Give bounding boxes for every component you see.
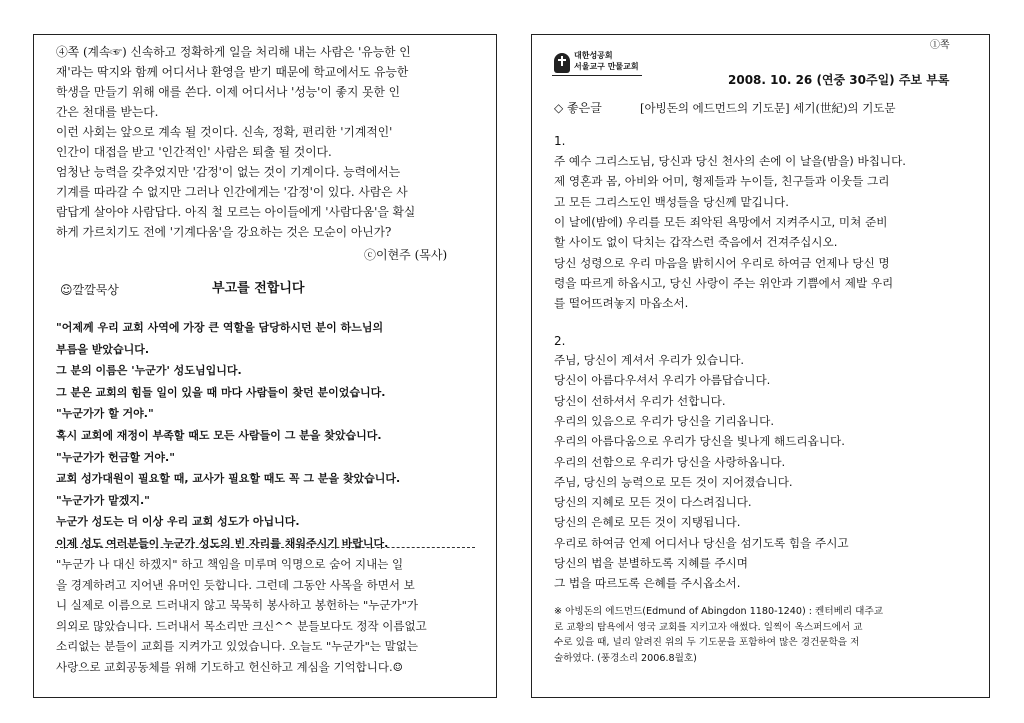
text-line: 혹시 교회에 재정이 부족할 때도 모든 사람들이 그 분을 찾았습니다.: [56, 429, 382, 442]
text-line: "누군가 나 대신 하겠지" 하고 책임을 미루며 익명으로 숨어 지내는 일: [56, 557, 404, 571]
text-line: 부름을 받았습니다.: [56, 342, 150, 356]
text-line: "누군가가 헌금할 거야.": [56, 450, 175, 464]
text-line: 우리의 선함으로 우리가 당신을 사랑하옵니다.: [554, 454, 786, 469]
part2-number: 2.: [554, 334, 566, 348]
section-label: ☺깔깔묵상: [60, 283, 119, 297]
text-line: 령을 따르게 하옵시고, 당신 사랑이 주는 위안과 기쁨에서 제발 우리: [554, 275, 894, 290]
text-line: 당신의 법을 분별하도록 지혜를 주시며: [554, 556, 748, 570]
text-line: 당신이 선하셔서 우리가 선합니다.: [554, 393, 726, 408]
text-line: 당신의 지혜로 모든 것이 다스려집니다.: [554, 495, 752, 510]
text-line: 소리없는 분들이 교회를 지켜가고 있었습니다. 오늘도 "누군가"는 말없는: [56, 639, 418, 653]
text-line: 이제 성도 여러분들이 누군가 성도의 빈 자리를 채워주시기 바랍니다.: [56, 537, 389, 550]
text-line: 간은 천대를 받는다.: [56, 105, 159, 119]
text-line: 니 실제로 이름으로 드러내지 않고 묵묵히 봉사하고 봉헌하는 "누군가"가: [56, 598, 418, 612]
notice-title: 부고를 전합니다: [212, 281, 305, 296]
text-line: 학생을 만들기 위해 애를 쓴다. 이제 어디서나 '성능'이 좋지 못한 인: [56, 85, 401, 99]
part1-number: 1.: [554, 134, 566, 148]
text-line: 당신이 아름다우셔서 우리가 아름답습니다.: [554, 373, 771, 388]
text-line: 고 모든 그리스도인 백성들을 당신께 맡깁니다.: [554, 194, 789, 209]
text-line: 그 분의 이름은 '누군가' 성도님입니다.: [56, 364, 242, 378]
text-line: "어제께 우리 교회 사역에 가장 큰 역할을 담당하시던 분이 하느님의: [56, 321, 384, 334]
text-line: 주 예수 그리스도님, 당신과 당신 천사의 손에 이 날을(밤을) 바칩니다.: [554, 154, 906, 168]
text-line: 인간이 대접을 받고 '인간적인' 사람은 퇴출 될 것이다.: [56, 145, 332, 159]
text-line: 을 경계하려고 지어낸 유머인 듯합니다. 그런데 그동안 사목을 하면서 보: [56, 577, 415, 592]
text-line: ④쪽 (계속☞) 신속하고 정확하게 일을 처리해 내는 사람은 '유능한 인: [56, 45, 411, 59]
logo-text-1: 대한성공회: [574, 51, 613, 60]
text-line: 주님, 당신이 계셔서 우리가 있습니다.: [554, 353, 745, 367]
text-line: 그 분은 교회의 힘들 일이 있을 때 마다 사람들이 찾던 분이었습니다.: [56, 385, 386, 399]
text-line: 그 법을 따르도록 은혜를 주시옵소서.: [554, 576, 741, 591]
page-number: ①쪽: [930, 40, 950, 51]
heading-prefix: ◇ 좋은글: [554, 101, 602, 115]
text-line: 우리의 아름다움으로 우리가 당신을 빛나게 해드리옵니다.: [554, 434, 845, 449]
logo-text-2: 서울교구 만물교회: [574, 62, 639, 71]
text-line: 재'라는 딱지와 함께 어디서나 환영을 받기 때문에 학교에서도 유능한: [56, 65, 409, 79]
divider: [55, 547, 475, 548]
text-line: 이 날에(밤에) 우리를 모든 죄악된 욕망에서 지켜주시고, 미쳐 준비: [554, 214, 888, 229]
text-line: 제 영혼과 몸, 아비와 어미, 형제들과 누이들, 친구들과 이웃들 그리: [554, 174, 890, 189]
text-line: 당신 성령으로 우리 마음을 밝히시어 우리로 하여금 언제나 당신 명: [554, 255, 890, 270]
text-line: 이런 사회는 앞으로 계속 될 것이다. 신속, 정확, 편리한 '기계적인': [56, 125, 393, 139]
text-line: "누군가가 할 거야.": [56, 407, 154, 421]
text-line: 누군가 성도는 더 이상 우리 교회 성도가 아닙니다.: [56, 515, 300, 529]
text-line: 교회 성가대원이 필요할 때, 교사가 필요할 때도 꼭 그 분을 찾았습니다.: [56, 472, 401, 486]
text-line: 술하였다. (풍경소리 2006.8월호): [554, 652, 697, 664]
text-line: 의외로 많았습니다. 드러내서 목소리만 크신^^ 분들보다도 정작 이름없고: [56, 618, 427, 633]
church-logo-icon: [554, 53, 570, 73]
text-line: 수로 있을 때, 널리 알려진 위의 두 기도문을 포함하여 많은 경건문학을 저: [554, 637, 860, 648]
text-line: "누군가가 맡겠지.": [56, 493, 150, 507]
right-page: [531, 34, 990, 698]
logo-underline: [552, 75, 642, 76]
author-credit: ⓒ이현주 (목사): [364, 248, 448, 262]
text-line: 우리의 있음으로 우리가 당신을 기리옵니다.: [554, 413, 775, 428]
text-line: 를 떨어뜨려놓지 마옵소서.: [554, 296, 689, 311]
text-line: 주님, 당신의 능력으로 모든 것이 지어졌습니다.: [554, 474, 793, 489]
date-line: 2008. 10. 26 (연중 30주일) 주보 부록: [728, 73, 950, 87]
text-line: ※ 아빙돈의 에드먼드(Edmund of Abingdon 1180-1240) : 켄터베리 대주교: [554, 606, 883, 617]
text-line: 당신의 은혜로 모든 것이 지탱됩니다.: [554, 515, 741, 530]
text-line: 하게 가르치기도 전에 '기계다움'을 강요하는 것은 모순이 아닌가?: [56, 225, 392, 239]
text-line: 할 사이도 없이 닥치는 갑작스런 죽음에서 건져주십시오.: [554, 235, 838, 250]
text-line: 람답게 살아야 사람답다. 아직 철 모르는 아이들에게 '사람다움'을 확실: [56, 205, 416, 219]
heading-title: [아빙돈의 에드먼드의 기도문] 세기(世紀)의 기도문: [640, 101, 896, 115]
left-page: [33, 34, 497, 698]
text-line: 기계를 따라갈 수 없지만 그러나 인간에게는 '감정'이 있다. 사람은 사: [56, 185, 408, 199]
text-line: 사랑으로 교회공동체를 위해 기도하고 헌신하고 계심을 기억합니다.☺: [56, 659, 403, 674]
text-line: 로 교황의 탐욕에서 영국 교회를 지키고자 애썼다. 일찍이 옥스퍼드에서 교: [554, 621, 863, 633]
text-line: 우리로 하여금 언제 어디서나 당신을 섬기도록 힘을 주시고: [554, 535, 849, 550]
text-line: 엄청난 능력을 갖추었지만 '감정'이 없는 것이 기계이다. 능력에서는: [56, 165, 401, 179]
